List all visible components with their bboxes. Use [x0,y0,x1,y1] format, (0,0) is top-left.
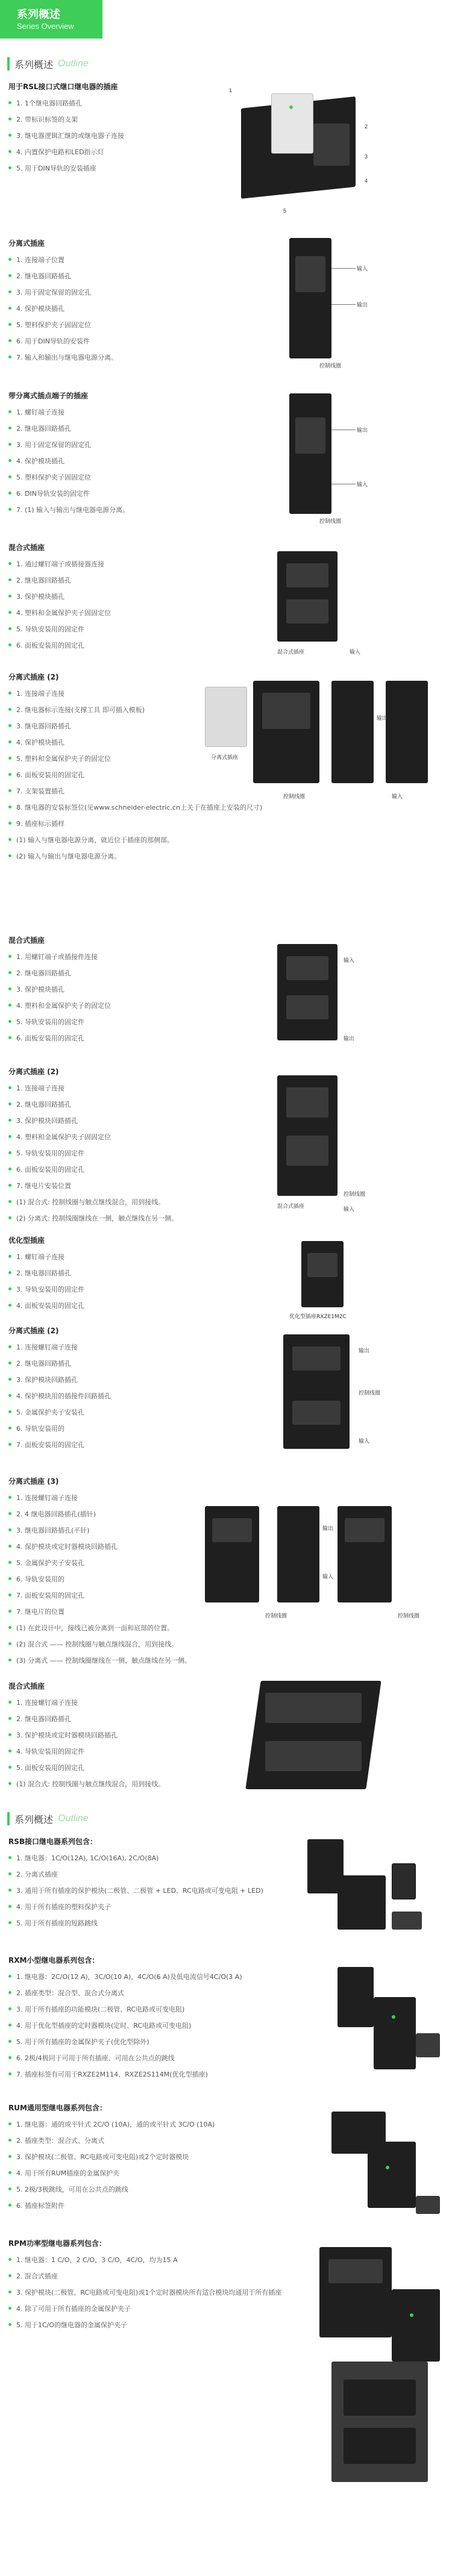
bullet-icon [8,2204,11,2207]
list-item: 4. 用于优化型插座的定时器模块(定时、RC电路或可变电阻) [8,2017,242,2033]
bullet-icon [8,1991,11,1994]
list-item: 3. 保护模块或定时器模块回路插孔 [8,1727,165,1743]
list-item: 5. 导轨安装用的固定件 [8,621,111,637]
bullet-icon [8,2040,11,2043]
bullet-icon [8,2187,11,2190]
bullet-icon [8,1378,11,1381]
product-image-rxm [325,1961,446,2087]
block-title: 分离式插座 [8,239,45,248]
list-item: (1) 混合式: 控制线圈与触点继线混合，用到接线。 [8,1193,178,1210]
item-list [8,1339,111,1452]
product-image-separate-4: 输出 控制线圈 输入 [271,1328,404,1458]
section-title-en: Outline [58,1813,89,1824]
list-item: 6. 面板安装用的固定孔 [8,766,262,783]
bullet-icon [8,1394,11,1397]
product-image-rpm [313,2241,446,2560]
bullet-icon [8,1119,11,1122]
list-item: 3. 用于固定保留的固定孔 [8,284,118,300]
bullet-icon [8,1216,11,1219]
list-item: 1. 连接端子连接 [8,685,262,701]
list-item: 6. 导轨安装用的 [8,1420,111,1436]
list-item: 7. 面板安装用的固定孔 [8,1587,191,1603]
list-item: 2. 继电器回路插孔 [8,572,111,588]
product-image-separate-5: 输出 输入 控制线圈 控制线圈 [199,1500,446,1639]
list-item: 3. 保护模块回路插孔 [8,1371,111,1387]
bullet-icon [8,789,11,792]
list-item: 2. 插座类型：混合式、分离式 [8,2132,215,2148]
list-item: 3. 保护模块(二极管、RC电路或可变电阻)或2个定时器模块 [8,2148,215,2165]
bullet-icon [8,595,11,598]
section-title-cn: 系列概述 [14,1813,54,1825]
list-item: 7. 继电片安装位置 [8,1177,178,1193]
list-item: 1. 连接端子位置 [8,251,118,267]
list-item: 3. 用于固定保留的固定孔 [8,436,129,452]
bullet-icon [8,1410,11,1413]
bullet-icon [8,2139,11,2142]
bullet-icon [8,822,11,825]
bullet-icon [8,1036,11,1039]
bullet-icon [8,2122,11,2125]
bullet-icon [8,1512,11,1515]
bullet-icon [8,459,11,462]
block-title: RPM功率型继电器系列包含： [8,2239,106,2248]
list-item: 5. 塑料保护夹子固固定位 [8,316,118,333]
block-title: 混合式插座 [8,1682,45,1690]
list-item: 4. 塑料和金属保护夹子的固定位 [8,997,111,1013]
list-item: 3. 继电器逻辑汇继的或继电器子连接 [8,127,124,143]
list-item: 4. 保护模块插孔 [8,452,129,469]
list-item: 2. 4 继电器回路插孔(插针) [8,1505,191,1522]
item-list [8,2116,215,2213]
item-list [8,1080,178,1226]
block-separate-socket-5 [0,1476,452,1675]
block-optimized-socket [0,1235,452,1320]
bullet-icon [8,562,11,565]
block-rpm-relay [0,2238,452,2383]
bullet-icon [8,427,11,430]
product-image-separate-3: 混合式插座 控制线圈 输入 [259,1069,392,1214]
list-item: 5. 面板安装用的固定孔 [8,1759,165,1775]
bullet-icon [8,1610,11,1613]
block-title: RSB接口继电器系列包含： [8,1837,98,1846]
block-separate-socket-3 [0,1066,452,1226]
bullet-icon [8,1593,11,1596]
list-item: 4. 导轨安装用的固定件 [8,1743,165,1759]
list-item: 1. 连接螺钉端子连接 [8,1489,191,1505]
block-separate-socket [0,238,452,383]
section-accent-bar [7,57,10,70]
bullet-icon [8,838,11,841]
bullet-icon [8,1004,11,1007]
item-list [8,1489,191,1668]
list-item: 3. 继电器回路插孔 [8,717,262,734]
product-image-rsb [301,1839,440,1948]
block-mixed-socket-2 [0,935,452,1058]
list-item: 2. 继电器标示连接(支撑工具 即可插入模板) [8,701,262,717]
block-separate-socket-4 [0,1325,452,1467]
list-item: 1. 连接端子连接 [8,1080,178,1096]
bullet-icon [8,1561,11,1564]
bullet-icon [8,1271,11,1274]
list-item: 4. 面板安装用的固定孔 [8,1297,84,1313]
block-title: RUM通用型继电器系列包含： [8,2104,107,2112]
list-item: 1. 1个继电器回路插孔 [8,95,124,111]
list-item: 9. 插座标示插样 [8,815,262,831]
bullet-icon [8,2274,11,2277]
item-list [8,404,129,517]
list-item: 1. 连接螺钉端子连接 [8,1339,111,1355]
header-title: 系列概述 [17,8,60,21]
bullet-icon [8,150,11,153]
bullet-icon [8,2323,11,2326]
list-item: 1. 螺钉端子连接 [8,1248,84,1265]
bullet-icon [8,1151,11,1154]
bullet-icon [8,1304,11,1307]
list-item: 5. 塑料保护夹子固固定位 [8,469,129,485]
list-item: 7. 面板安装用的固定孔 [8,1436,111,1452]
bullet-icon [8,805,11,808]
section-heading-2 [7,1810,89,1827]
bullet-icon [8,2155,11,2158]
bullet-icon [8,955,11,958]
bullet-icon [8,643,11,646]
bullet-icon [8,1701,11,1704]
list-item: 6. 导轨安装用的 [8,1571,191,1587]
list-item: 2. 继电器回路插孔 [8,1355,111,1371]
list-item: 1. 用螺钉端子或插接件连接 [8,948,111,964]
block-title: 分离式插座 (3) [8,1477,59,1486]
list-item: 4. 内置保护电路和LED指示灯 [8,143,124,160]
list-item: 7. (1) 输入与输出与继电器电源分离。 [8,501,129,517]
bullet-icon [8,757,11,760]
bullet-icon [8,508,11,511]
item-list [8,1248,84,1313]
bullet-icon [8,1200,11,1203]
item-list [8,1968,242,2082]
list-item: 1. 继电器：1C/O(12A), 1C/O(16A), 2C/O(8A) [8,1849,263,1866]
bullet-icon [8,1717,11,1720]
block-title: 混合式插座 [8,936,45,945]
bullet-icon [8,2290,11,2293]
product-image-separate-2: 输出 控制线圈 输入 分离式插座 [205,675,446,843]
block-terminal-socket [0,390,452,535]
bullet-icon [8,578,11,581]
list-item: 5. 用于1C/O的继电器的金属保护夹子 [8,2316,281,2333]
item-list [8,1849,263,1931]
list-item: 3. 继电器回路插孔(平针) [8,1522,191,1538]
bullet-icon [8,1921,11,1924]
page-header [0,0,452,39]
list-item: 4. 塑料和金属保护夹子固固定位 [8,1128,178,1145]
bullet-icon [8,987,11,990]
bullet-icon [8,1749,11,1752]
list-item: 2. 继电器回路插孔 [8,267,118,284]
item-list [8,948,111,1046]
list-item: 1. 继电器：2C/O(12 A)，3C/O(10 A)，4C/O(6 A)及低电流信号4C/O(3 A) [8,1968,242,1984]
list-item: 4. 塑料和金属保护夹子固固定位 [8,604,111,621]
block-title: 优化型插座 [8,1236,45,1245]
block-title: 用于RSL接口式继口继电器的插座 [8,83,118,91]
list-item: 6. 面板安装用的固定孔 [8,1030,111,1046]
block-rsb-relay [0,1836,452,1945]
list-item: 1. 连接螺钉端子连接 [8,1694,165,1710]
block-separate-socket-2 [0,672,452,880]
bullet-icon [8,1102,11,1105]
bullet-icon [8,355,11,358]
list-item: (1) 在此设计中，接线已被分离到一面和底部的位置。 [8,1619,191,1636]
bullet-icon [8,443,11,446]
list-item: 5. 导轨安装用的固定件 [8,1145,178,1161]
bullet-icon [8,1642,11,1645]
list-item: 2. 继电器回路插孔 [8,420,129,436]
list-item: 2. 带标识标签的支架 [8,111,124,127]
product-image-mixed-3 [241,1675,422,1801]
list-item: 3. 用于所有插座的功能模块(二极管、RC电路或可变电阻) [8,2001,242,2017]
bullet-icon [8,1345,11,1348]
list-item: 2. 继电器回路插孔 [8,1096,178,1112]
list-item: (2) 混合式 —— 控制线圈与触点继线混合，用到接线。 [8,1636,191,1652]
bullet-icon [8,1496,11,1499]
list-item: 7. 输入和输出与继电器电源分离。 [8,349,118,365]
bullet-icon [8,1427,11,1430]
bullet-icon [8,2056,11,2059]
bullet-icon [8,1626,11,1629]
block-rum-relay [0,2102,452,2229]
list-item: 3. 通用于所有插座的保护模块(二极管、二极管 + LED、RC电路或可变电阻 + LED) [8,1882,263,1898]
block-title: 分离式插座 (2) [8,1068,59,1076]
list-item: 5. 2极/3极跳线，可用在公共点的跳线 [8,2181,215,2197]
block-mixed-socket [0,542,452,666]
bullet-icon [8,2024,11,2027]
list-item: 2. 继电器回路插孔 [8,1265,84,1281]
bullet-icon [8,1766,11,1769]
list-item: 4. 用于所有插座的塑料保护夹子 [8,1898,263,1915]
list-item: 6. 2极/4极同于可用于所有插座、可用在公共点的跳线 [8,2049,242,2066]
bullet-icon [8,1733,11,1736]
bullet-icon [8,339,11,342]
bullet-icon [8,2258,11,2261]
list-item: 3. 保护模块回路插孔 [8,1112,178,1128]
list-item: 4. 保护模块插孔 [8,734,262,750]
bullet-icon [8,2007,11,2010]
list-item: 3. 导轨安装用的固定件 [8,1281,84,1297]
bullet-icon [8,971,11,974]
product-image-optimized: 优化型插座RXZE1M2C [289,1235,410,1319]
list-item: (2) 分离式: 控制线圈继线在一侧，触点继线在另一侧。 [8,1210,178,1226]
list-item: (1) 输入与继电器电源分离，就近位于插座的那侧部。 [8,831,262,848]
bullet-icon [8,1086,11,1089]
list-item: 1. 继电器：1 C/O，2 C/O，3 C/O，4C/O，均为15 A [8,2251,281,2268]
bullet-icon [8,1361,11,1365]
section-title-cn: 系列概述 [14,58,54,70]
bullet-icon [8,274,11,277]
list-item: 6. 面板安装用的固定孔 [8,637,111,653]
list-item: 6. 用于DIN导轨的安装件 [8,333,118,349]
list-item: 4. 保护模块插孔 [8,300,118,316]
bullet-icon [8,323,11,326]
list-item: 6. 插座标签附件 [8,2197,215,2213]
bullet-icon [8,101,11,104]
bullet-icon [8,1905,11,1908]
block-rsl-socket [0,81,452,232]
item-list [8,2251,281,2333]
bullet-icon [8,1658,11,1662]
list-item: 4. 用于所有RUM插座的金属保护夹 [8,2165,215,2181]
header-bar [0,0,102,39]
list-item: 5. 金属保护夹子安装孔 [8,1404,111,1420]
list-item: 4. 保护模块用的插接件回路插孔 [8,1387,111,1404]
block-rxm-relay [0,1955,452,2093]
bullet-icon [8,1528,11,1531]
list-item: 5. 金属保护夹子安装孔 [8,1554,191,1571]
bullet-icon [8,290,11,293]
bullet-icon [8,1255,11,1258]
list-item: 2. 继电器回路插孔 [8,964,111,981]
bullet-icon [8,117,11,120]
list-item: 2. 继电器回路插孔 [8,1710,165,1727]
header-subtitle: Series Overview [17,22,74,31]
block-title: 分离式插座 (2) [8,673,59,681]
bullet-icon [8,854,11,857]
list-item: 3. 保护模块(二极管、RC电路或可变电阻)或1个定时器模块所有适合模块均通用于所有插座 [8,2284,281,2300]
bullet-icon [8,1872,11,1875]
block-title: 混合式插座 [8,543,45,552]
bullet-icon [8,1856,11,1859]
list-item: 6. 面板安装用的固定孔 [8,1161,178,1177]
bullet-icon [8,724,11,727]
bullet-icon [8,492,11,495]
section-title-en: Outline [58,58,89,69]
list-item: (1) 混合式: 控制线圈与触点继线混合，用到接线。 [8,1775,165,1792]
product-image-rsl: 1 2 3 4 5 [229,87,368,214]
list-item: 5. 导轨安装用的固定件 [8,1013,111,1030]
bullet-icon [8,1975,11,1978]
list-item: 4. 保护模块或定时器模块回路插孔 [8,1538,191,1554]
bullet-icon [8,1020,11,1023]
list-item: (3) 分离式 —— 控制线圈继线在一侧，触点继线在另一侧。 [8,1652,191,1668]
list-item: 5. 用于DIN导轨的安装插座 [8,160,124,176]
section-heading-1 [7,55,89,72]
list-item: 5. 塑料和金属保护夹子的固定位 [8,750,262,766]
bullet-icon [8,258,11,261]
list-item: 1. 螺钉端子连接 [8,404,129,420]
product-image-separate: 输入 输出 控制线圈 [265,238,374,370]
block-title: 分离式插座 (2) [8,1327,59,1335]
list-item: 5. 用于所有插座的短路跳线 [8,1915,263,1931]
bullet-icon [8,2307,11,2310]
list-item: 8. 继电器的安装标签位(见www.schneider-electric.cn上关于在插座上安装的尺寸) [8,799,262,815]
list-item: 5. 用于所有插座的金属保护夹子(优化型除外) [8,2033,242,2049]
list-item: 7. 继电片的位置 [8,1603,191,1619]
bullet-icon [8,611,11,614]
list-item: 7. 插座标签有可用于RXZE2M114、RXZE2S114M(优化型插座) [8,2066,242,2082]
list-item: 4. 除了可用于所有插座的金属保护夹子 [8,2300,281,2316]
bullet-icon [8,627,11,630]
list-item: 1. 继电器：通的或平针式 2C/O (10A)，通的或平针式 3C/O (10A) [8,2116,215,2132]
list-item: 2. 分离式插座 [8,1866,263,1882]
list-item: 3. 保护模块插孔 [8,981,111,997]
list-item: 6. DIN导轨安装的固定件 [8,485,129,501]
bullet-icon [8,1577,11,1580]
bullet-icon [8,692,11,695]
item-list [8,251,118,365]
list-item: 2. 插座类型：混合型、混合式分离式 [8,1984,242,2001]
bullet-icon [8,166,11,169]
bullet-icon [8,475,11,478]
bullet-icon [8,1135,11,1138]
block-mixed-socket-3 [0,1681,452,1801]
block-title: 带分离式插点端子的插座 [8,392,89,400]
bullet-icon [8,307,11,310]
bullet-icon [8,2072,11,2075]
list-item: 3. 保护模块插孔 [8,588,111,604]
item-list [8,95,124,176]
product-image-rum [325,2106,446,2226]
block-title: RXM小型继电器系列包含： [8,1956,99,1965]
bullet-icon [8,1287,11,1290]
bullet-icon [8,708,11,711]
bullet-icon [8,1184,11,1187]
bullet-icon [8,1443,11,1446]
list-item: (2) 输入与输出与继电器电源分离。 [8,848,262,864]
bullet-icon [8,740,11,743]
product-image-mixed: 混合式插座 输入 [259,545,380,660]
bullet-icon [8,1782,11,1785]
section-accent-bar [7,1812,10,1825]
item-list [8,555,111,653]
product-image-terminal: 输出 输入 控制线圈 [265,393,374,526]
bullet-icon [8,410,11,413]
item-list [8,1694,165,1792]
list-item: 2. 混合式插座 [8,2268,281,2284]
bullet-icon [8,773,11,776]
bullet-icon [8,2171,11,2174]
bullet-icon [8,1545,11,1548]
bullet-icon [8,1889,11,1892]
bullet-icon [8,1168,11,1171]
list-item: 1. 通过螺钉端子或插接器连接 [8,555,111,572]
product-image-mixed-2: 输入 输出 [259,938,380,1052]
bullet-icon [8,134,11,137]
list-item: 7. 支架装置插孔 [8,783,262,799]
